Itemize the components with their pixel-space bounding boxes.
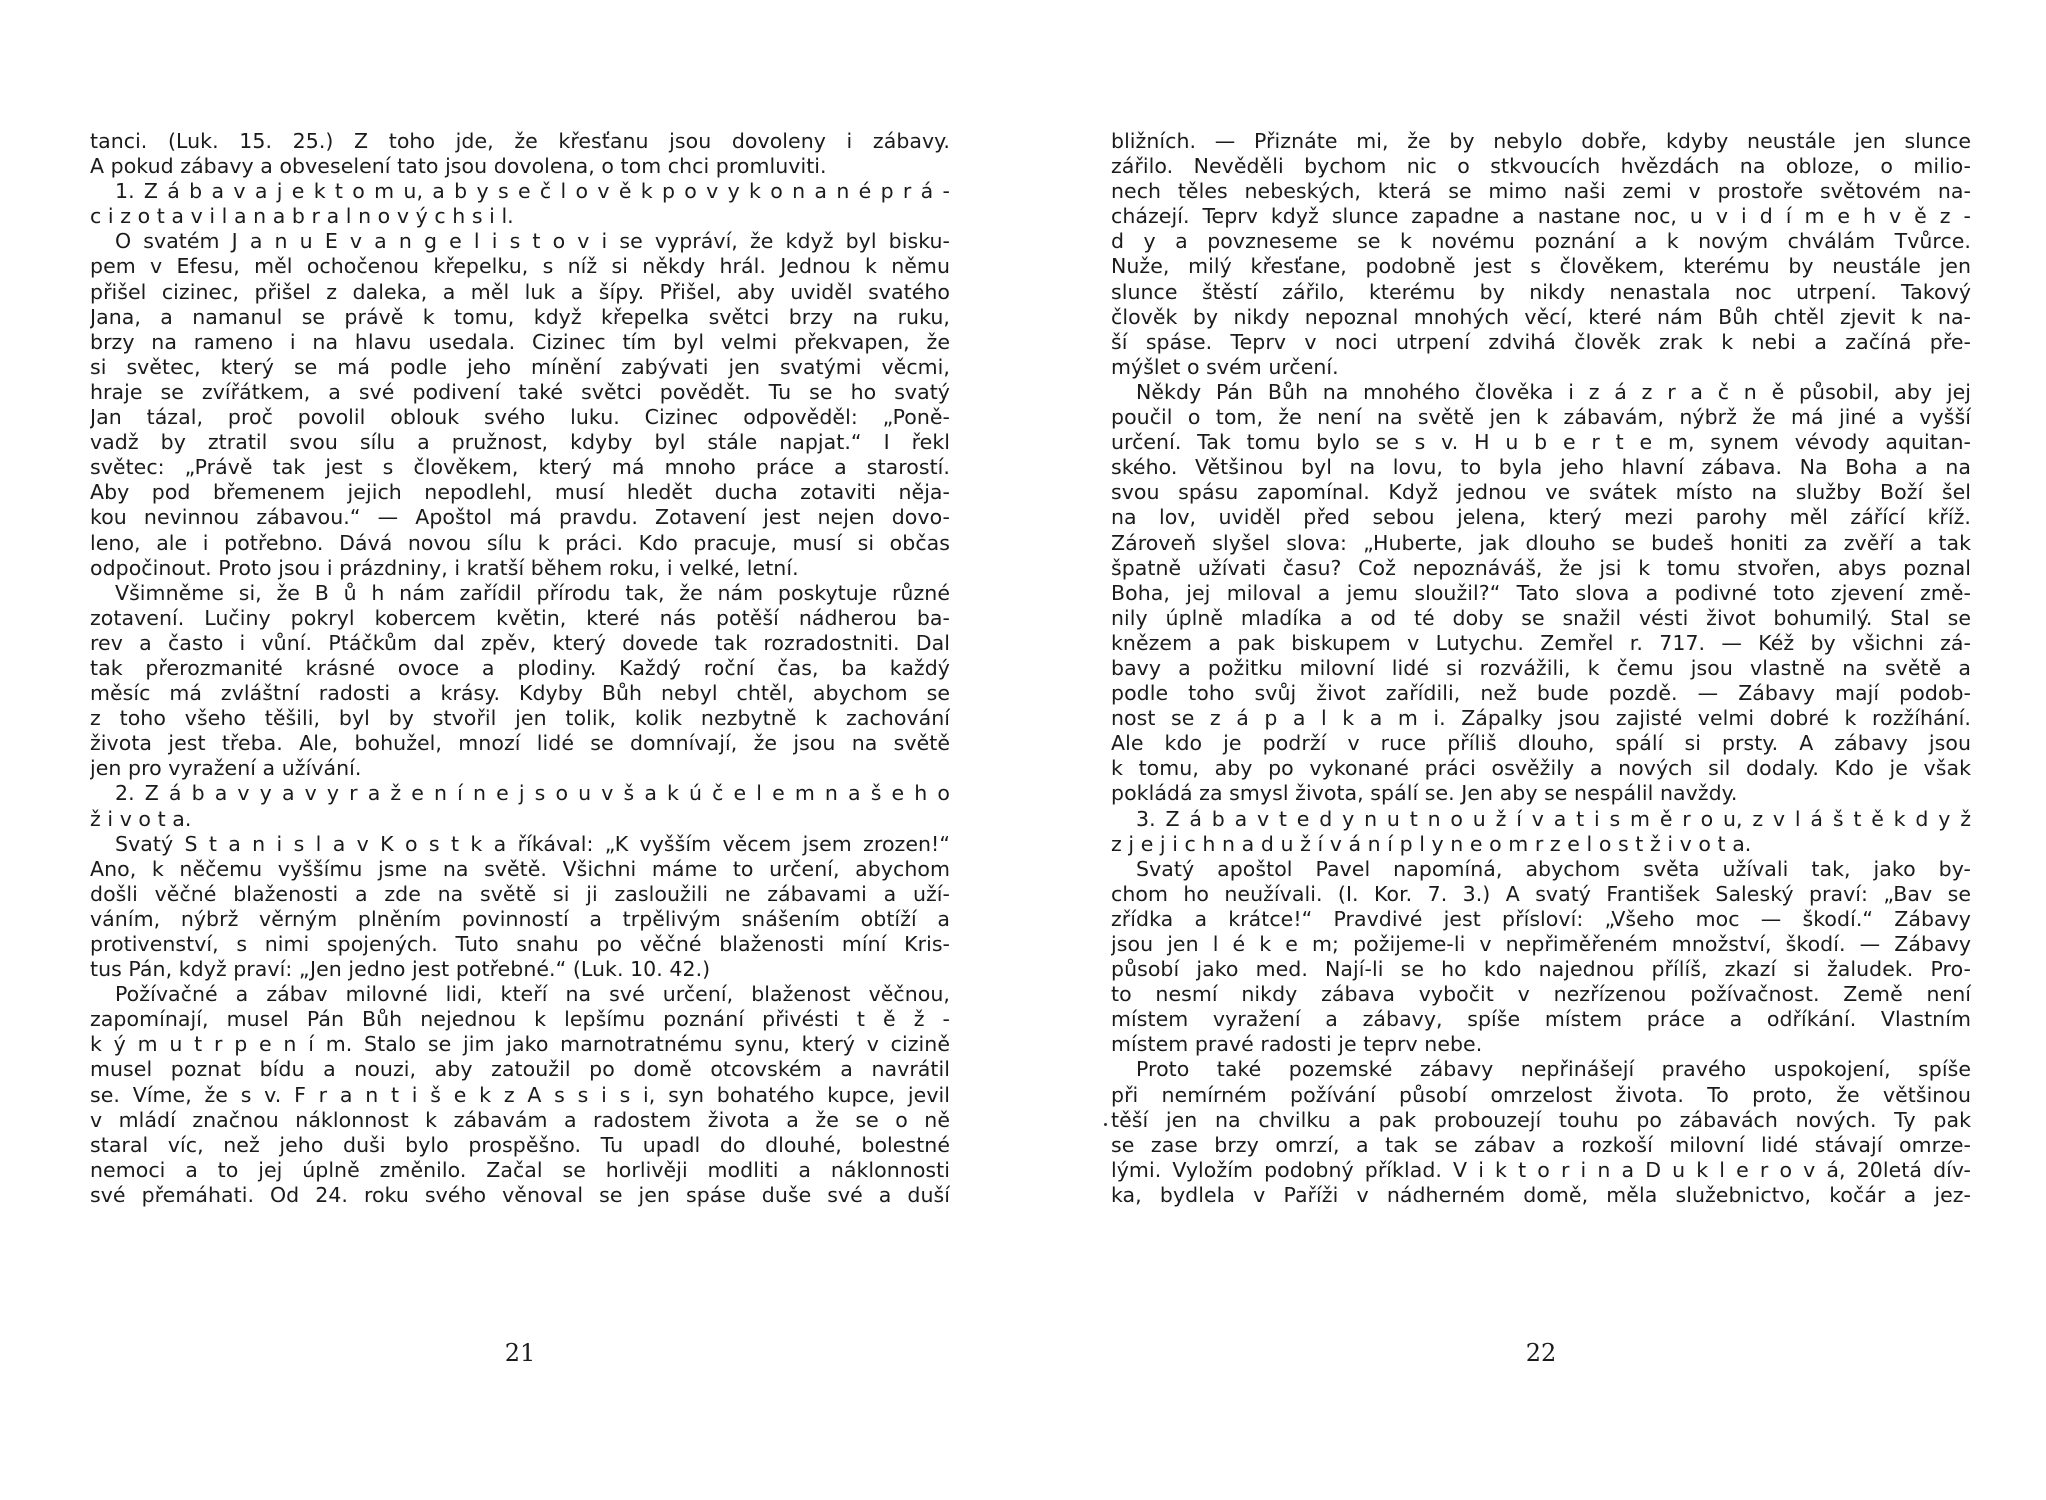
- left-page-text: [90, 129, 950, 1208]
- text-line: leno, ale i potřebno. Dává novou sílu k práci. Kdo pracuje, musí si občas: [90, 530, 950, 555]
- text-line: při nemírném požívání působí omrzelost života. To proto, že většinou: [1111, 1082, 1971, 1107]
- text-line: zotavení. Lučiny pokryl kobercem květin, které nás potěší nádherou ba-: [90, 605, 950, 630]
- right-page-number: 22: [1525, 1339, 1557, 1367]
- text-line: se. Víme, že s v. F r a n t i š e k z A s s i s i, syn bohatého kupce, jevil: [90, 1082, 950, 1107]
- text-line: místem vyražení a zábavy, spíše místem práce a odříkání. Vlastním: [1111, 1007, 1971, 1032]
- text-line: váním, nýbrž věrným plněním povinností a trpělivým snášením obtíží a: [90, 906, 950, 931]
- text-line: Ano, k něčemu vyššímu jsme na světě. Všichni máme to určení, abychom: [90, 856, 950, 881]
- text-line: Svatý apoštol Pavel napomíná, abychom světa užívali tak, jako by-: [1136, 856, 1971, 881]
- text-line: k ý m u t r p e n í m. Stalo se jim jako marnotratnému synu, který v cizině: [90, 1032, 950, 1057]
- text-line: brzy na rameno i na hlavu usedala. Cizinec tím byl velmi překvapen, že: [90, 329, 950, 354]
- text-line: Požívačné a zábav milovné lidi, kteří na své určení, blaženost věčnou,: [115, 982, 950, 1007]
- text-line: světec: „Právě tak jest s člověkem, který má mnoho práce a starostí.: [90, 455, 950, 480]
- text-line: zřídka a krátce!“ Pravdivé jest přísloví: „Všeho moc — škodí.“ Zábavy: [1111, 906, 1971, 931]
- text-line: pokládá za smysl života, spálí se. Jen aby se nespálil navždy.: [1111, 781, 1738, 806]
- text-line: tus Pán, když praví: „Jen jedno jest potřebné.“ (Luk. 10. 42.): [90, 957, 711, 982]
- text-line: na lov, uviděl před sebou jelena, který mezi parohy měl zářící kříž.: [1111, 505, 1971, 530]
- text-line: Svatý S t a n i s l a v K o s t k a říkával: „K vyšším věcem jsem zrozen!“: [115, 831, 950, 856]
- stray-dot-mark: [1104, 1123, 1107, 1126]
- text-line: to nesmí nikdy zábava vybočit v nezřízenou požívačnost. Země není: [1111, 982, 1971, 1007]
- text-line: Ale kdo je podrží v ruce příliš dlouho, spálí si prsty. A zábavy jsou: [1111, 731, 1971, 756]
- text-line: rev a často i vůní. Ptáčkům dal zpěv, který dovede tak rozradostniti. Dal: [90, 630, 950, 655]
- text-line: poučil o tom, že není na světě jen k zábavám, nýbrž že má jiné a vyšší: [1111, 405, 1971, 430]
- text-line: staral víc, než jeho duši bylo prospěšno. Tu upadl do dlouhé, bolestné: [90, 1132, 950, 1157]
- text-line: protivenství, s nimi spojených. Tuto snahu po věčné blaženosti míní Kris-: [90, 932, 950, 956]
- text-line: hraje se zvířátkem, a své podivení také světci povědět. Tu se ho svatý: [90, 379, 950, 404]
- text-line: Zároveň slyšel slova: „Huberte, jak dlouho se budeš honiti za zvěří a tak: [1111, 530, 1971, 555]
- text-line: Jan tázal, proč povolil oblouk svého luku. Cizinec odpověděl: „Poně-: [90, 405, 950, 430]
- text-line: tak přerozmanité krásné ovoce a plodiny. Každý roční čas, ba každý: [90, 655, 950, 680]
- text-line: své přemáhati. Od 24. roku svého věnoval se jen spáse duše své a duší: [90, 1182, 950, 1207]
- text-line: 1. Z á b a v a j e k t o m u, a b y s e č l o v ě k p o v y k o n a n é p r á -: [115, 179, 950, 204]
- text-line: vadž by ztratil svou sílu a pružnost, kdyby byl stále napjat.“ I řekl: [90, 430, 950, 455]
- text-line: ka, bydlela v Paříži v nádherném domě, měla služebnictvo, kočár a jez-: [1111, 1182, 1971, 1207]
- text-line: Všimněme si, že B ů h nám zařídil přírodu tak, že nám poskytuje různé: [115, 580, 950, 605]
- text-line: se zase brzy omrzí, a tak se zábav a rozkoší milovní lidé stávají omrze-: [1111, 1132, 1971, 1157]
- text-line: d y a povzneseme se k novému poznání a k novým chválám Tvůrce.: [1111, 229, 1971, 254]
- text-line: knězem a pak biskupem v Lutychu. Zemřel r. 717. — Kéž by všichni zá-: [1111, 630, 1971, 655]
- text-line: místem pravé radosti je teprv nebe.: [1111, 1032, 1483, 1057]
- text-line: slunce štěstí zářilo, kterému by nikdy nenastala noc utrpení. Takový: [1111, 279, 1971, 304]
- text-line: odpočinout. Proto jsou i prázdniny, i kratší během roku, i velké, letní.: [90, 555, 799, 580]
- text-line: svou spásu zapomínal. Když jednou ve svátek místo na služby Boží šel: [1111, 480, 1971, 505]
- text-line: mýšlet o svém určení.: [1111, 354, 1339, 379]
- text-line: došli věčné blaženosti a zde na světě si ji zasloužili ne zábavami a uží-: [90, 881, 950, 906]
- text-line: Jana, a namanul se právě k tomu, když křepelka světci brzy na ruku,: [90, 304, 950, 329]
- text-line: bavy a požitku milovní lidé si rozvážili, k čemu jsou vlastně na světě a: [1111, 655, 1971, 680]
- left-page: [90, 129, 950, 1208]
- text-line: si světec, který se má podle jeho mínění zabývati jen svatými věcmi,: [90, 354, 950, 379]
- text-line: nemoci a to jej úplně změnilo. Začal se horlivěji modliti a náklonnosti: [90, 1157, 950, 1182]
- text-line: určení. Tak tomu bylo se s v. H u b e r t e m, synem vévody aquitan-: [1111, 430, 1971, 455]
- text-line: pem v Efesu, měl ochočenou křepelku, s níž si někdy hrál. Jednou k němu: [90, 254, 950, 279]
- text-line: života jest třeba. Ale, bohužel, mnozí lidé se domnívají, že jsou na světě: [90, 731, 950, 756]
- text-line: nily úplně mladíka a od té doby se snažil vésti život bohumilý. Stal se: [1111, 605, 1971, 630]
- text-line: 2. Z á b a v y a v y r a ž e n í n e j s o u v š a k ú č e l e m n a š e h o: [115, 781, 950, 806]
- text-line: lými. Vyložím podobný příklad. V i k t o r i n a D u k l e r o v á, 20letá dív-: [1111, 1157, 1971, 1182]
- left-page-number: 21: [504, 1339, 536, 1367]
- text-line: A pokud zábavy a obveselení tato jsou dovolena, o tom chci promluviti.: [90, 154, 827, 179]
- text-line: musel poznat bídu a nouzi, aby zatoužil po domě otcovském a navrátil: [90, 1057, 950, 1082]
- text-line: Nuže, milý křesťane, podobně jest s člověkem, kterému by neustále jen: [1111, 254, 1971, 279]
- text-line: ž i v o t a.: [90, 806, 192, 831]
- text-line: jsou jen l é k e m; požijeme-li v nepřiměřeném množství, škodí. — Zábavy: [1111, 932, 1971, 956]
- text-line: nost se z á p a l k a m i. Zápalky jsou zajisté velmi dobré k rozžíhání.: [1111, 706, 1971, 731]
- text-line: z j e j i c h n a d u ž í v á n í p l y n e o m r z e l o s t ž i v o t a.: [1111, 831, 1752, 856]
- text-line: bližních. — Přiznáte mi, že by nebylo dobře, kdyby neustále jen slunce: [1111, 129, 1971, 153]
- text-line: člověk by nikdy nepoznal mnohých věcí, které nám Bůh chtěl zjevit k na-: [1111, 304, 1971, 329]
- text-line: jen pro vyražení a užívání.: [90, 756, 362, 781]
- text-line: ského. Většinou byl na lovu, to byla jeho hlavní zábava. Na Boha a na: [1111, 455, 1971, 480]
- text-line: chom ho neužívali. (I. Kor. 7. 3.) A svatý František Saleský praví: „Bav se: [1111, 881, 1971, 906]
- text-line: z toho všeho těšili, byl by stvořil jen tolik, kolik nezbytně k zachování: [90, 706, 950, 731]
- right-page-text: [1111, 129, 1971, 1208]
- text-line: měsíc má zvláštní radosti a krásy. Kdyby Bůh nebyl chtěl, abychom se: [90, 681, 950, 706]
- text-line: k tomu, aby po vykonané práci osvěžily a nových sil dodaly. Kdo je však: [1111, 756, 1971, 781]
- text-line: cházejí. Teprv když slunce zapadne a nastane noc, u v i d í m e h v ě z -: [1111, 204, 1971, 229]
- text-line: 3. Z á b a v t e d y n u t n o u ž í v a t i s m ě r o u, z v l á š t ě k d y ž: [1136, 806, 1971, 831]
- text-line: špatně užívati času? Což nepoznáváš, že jsi k tomu stvořen, abys poznal: [1111, 555, 1971, 580]
- text-line: tanci. (Luk. 15. 25.) Z toho jde, že křesťanu jsou dovoleny i zábavy.: [90, 129, 950, 153]
- text-line: nech těles nebeských, která se mimo naši zemi v prostoře světovém na-: [1111, 179, 1971, 204]
- text-line: Boha, jej miloval a jemu sloužil?“ Tato slova a podivné toto zjevení změ-: [1111, 580, 1971, 605]
- text-line: c i z o t a v i l a n a b r a l n o v ý c h s i l.: [90, 204, 514, 229]
- text-line: Proto také pozemské zábavy nepřinášejí pravého uspokojení, spíše: [1136, 1057, 1971, 1082]
- text-line: kou nevinnou zábavou.“ — Apoštol má pravdu. Zotavení jest nejen dovo-: [90, 505, 950, 530]
- text-line: ší spáse. Teprv v noci utrpení zdvihá člověk zrak k nebi a začíná pře-: [1111, 329, 1971, 354]
- text-line: Někdy Pán Bůh na mnohého člověka i z á z r a č n ě působil, aby jej: [1136, 379, 1971, 404]
- text-line: zářilo. Nevěděli bychom nic o stkvoucích hvězdách na obloze, o milio-: [1111, 154, 1971, 179]
- text-line: podle toho svůj život zařídili, než bude pozdě. — Zábavy mají podob-: [1111, 681, 1971, 706]
- right-page: [1111, 129, 1971, 1208]
- text-line: v mládí značnou náklonnost k zábavám a radostem života a že se o ně: [90, 1107, 950, 1132]
- text-line: těší jen na chvilku a pak probouzejí touhu po zábavách nových. Ty pak: [1111, 1107, 1971, 1132]
- text-line: přišel cizinec, přišel z daleka, a měl luk a šípy. Přišel, aby uviděl svatého: [90, 279, 950, 304]
- text-line: zapomínají, musel Pán Bůh nejednou k lepšímu poznání přivésti t ě ž -: [90, 1007, 950, 1032]
- text-line: působí jako med. Nají-li se ho kdo najednou přílíš, zkazí si žaludek. Pro-: [1111, 957, 1971, 982]
- text-line: Aby pod břemenem jejich nepodlehl, musí hledět ducha zotaviti něja-: [90, 480, 950, 505]
- text-line: O svatém J a n u E v a n g e l i s t o v i se vypráví, že když byl bisku-: [115, 229, 950, 254]
